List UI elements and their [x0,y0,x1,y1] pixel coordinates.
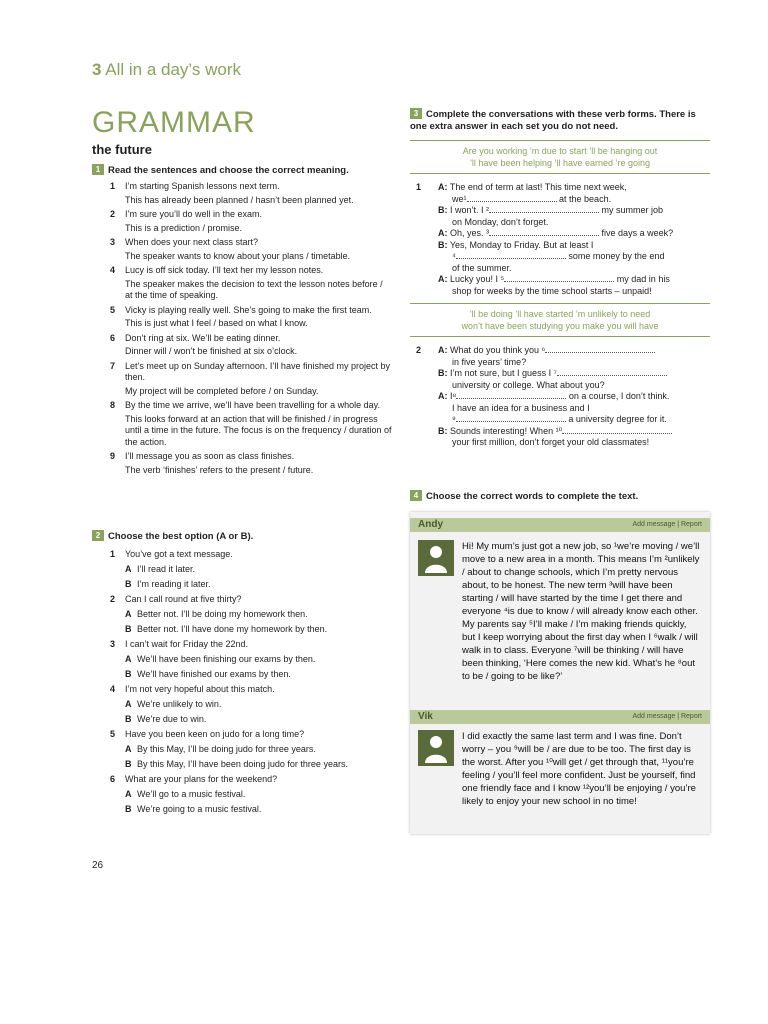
add-message-report-links[interactable]: Add message | Report [632,521,702,528]
exercise-item: 4 Lucy is off sick today. I’ll text her my lesson notes. The speaker makes the decision to text the lesson notes before / at the time of speaking. [110,265,392,302]
post-header-andy [410,518,710,532]
post-body: Hi! My mum’s just got a new job, so ¹we’re moving / we’ll move to a new area in a month. This means I’m ²unlikely / about to change schools, which I’m pretty nervous about, to be honest. The new term ³will have been starting / will have started by the time I get there and everyone ⁴is due to know / will already know each other. My parents say ⁵I’ll make / I’m making friends quickly, but I keep worrying about the first day when I ⁶walk / will walk in to class. Everyone ⁷will be thinking / will have been thinking, ‘Here comes the new kid. What’s he ⁸out to be / going to be like?’ [462,541,700,682]
exercise-4-instruction: 4 Choose the correct words to complete the text. [410,490,710,503]
exercise-1 [92,164,392,479]
user-silhouette-icon [418,540,454,576]
word-box-2: ’ll be doing ’ll have started ’m unlikely to need won’t have been studying you make you will have [461,309,659,331]
exercise-item: 3 I can’t wait for Friday the 22nd. A We’ll have been finishing our exams by then. B We’ll have finished our exams by then. [110,637,392,682]
exercise-item: 9 I’ll message you as soon as class finishes. The verb ‘finishes’ refers to the present / future. [110,451,392,476]
answer-blank[interactable] [489,228,599,236]
exercise-item: 1 You’ve got a text message. A I’ll read it later. B I’m reading it later. [110,547,392,592]
conversation-1: 1 A: The end of term at last! This time next week, we¹ at the beach. B: I won’t. I ² my summer job on Monday, don’t forget. A: Oh, yes. ³ five days a week? B: Yes, Monday to Friday. But at least I ⁴ some money by the end of the summer. A: Lucky you! I ⁵ my dad in his shop for weeks by the time school starts – unpaid! [416,182,674,296]
option-b[interactable]: B Better not. I’ll have done my homework by then. [125,624,328,634]
option-a[interactable]: A We’re unlikely to win. [125,699,222,709]
exercise-item: 2 Can I call round at five thirty? A Better not. I’ll be doing my homework then. B Better not. I’ll have done my homework by then. [110,592,392,637]
answer-blank[interactable] [467,194,557,202]
option-b[interactable]: B By this May, I’ll have been doing judo for three years. [125,759,348,769]
exercise-2-instruction: 2 Choose the best option (A or B). [92,530,392,543]
answer-blank[interactable] [562,426,672,434]
exercise-item: 7 Let’s meet up on Sunday afternoon. I’ll have finished my project by then. My project will be completed before / on Sunday. [110,360,390,396]
answer-blank[interactable] [504,274,614,282]
unit-title: 3 All in a day’s work [92,60,242,79]
exercise-number: 3 [410,108,422,119]
username: Vik [418,711,433,722]
exercise-2 [92,530,392,817]
exercise-3 [410,108,710,449]
exercise-item: 8 By the time we arrive, we’ll have been travelling for a whole day. This looks forward at an action that will be finished / in progress until a time in the future. The focus is on the frequency / duration of the action. [110,400,392,447]
exercise-item: 1 I’m starting Spanish lessons next term. This has already been planned / hasn’t been planned yet. [110,181,392,206]
choice-sentence[interactable]: This is a prediction / promise. [125,222,243,233]
choice-sentence[interactable]: The speaker makes the decision to text the lesson notes before / at the time of speaking. [125,278,383,300]
word-box-1: Are you working ’m due to start ’ll be hanging out ’ll have been helping ’ll have earned ’re going [462,146,658,168]
option-a[interactable]: A We’ll have been finishing our exams by then. [125,654,316,664]
exercise-item: 6 What are your plans for the weekend? A We’ll go to a music festival. B We’re going to a music festival. [110,772,392,817]
choice-sentence[interactable]: The verb ‘finishes’ refers to the present / future. [125,464,314,475]
option-a[interactable]: A I’ll read it later. [125,564,196,574]
option-b[interactable]: B We’re due to win. [125,714,207,724]
exercise-number: 2 [92,530,104,541]
choice-sentence[interactable]: The speaker wants to know about your plans / timetable. [125,250,351,261]
answer-blank[interactable] [489,205,599,213]
choice-sentence[interactable]: This is just what I feel / based on what I know. [125,318,308,328]
answer-blank[interactable] [545,345,655,353]
choice-sentence[interactable]: This looks forward at an action that will be finished / in progress until a time in the future. The focus is on the frequency / duration of the action. [125,413,392,447]
option-b[interactable]: B We’ll have finished our exams by then. [125,669,291,679]
post-header-vik [410,710,710,724]
add-message-report-links[interactable]: Add message | Report [632,713,702,720]
post-body: I did exactly the same last term and I was fine. Don’t worry – you ⁹will be / are due to be too. The first day is the worst. After you ¹⁰will get / get through that, ¹¹you’re feeling / you’ll feel more confident. Just be yourself, find one friendly face and I know ¹²you’ll be enjoying / you’re likely to enjoy your new school in no time! [462,731,696,807]
answer-blank[interactable] [456,414,566,422]
exercise-item: 4 I’m not very hopeful about this match. A We’re unlikely to win. B We’re due to win. [110,682,392,727]
exercise-number: 4 [410,490,422,501]
answer-blank[interactable] [456,251,566,259]
answer-blank[interactable] [557,368,667,376]
exercise-number: 1 [92,164,104,175]
exercise-item: 2 I’m sure you’ll do well in the exam. This is a prediction / promise. [110,209,392,234]
choice-sentence[interactable]: My project will be completed before / on Sunday. [125,385,319,396]
divider [410,173,710,174]
exercise-item: 6 Don’t ring at six. We’ll be eating dinner. Dinner will / won’t be finished at six o’clock. [110,333,392,358]
exercise-1-instruction: 1 Read the sentences and choose the correct meaning. [92,164,392,177]
divider [410,336,710,337]
choice-sentence[interactable]: This has already been planned / hasn’t been planned yet. [125,194,354,205]
conversation-2: 2 A: What do you think you ⁶ in five years’ time? B: I’m not sure, but I guess I ⁷ university or college. What about you? A: I⁸ on a course, I don’t think. I have an idea for a business and I ⁹ a university degree for it. B: Sounds interesting! When ¹⁰ your first million, don’t forget your old classmates! [410,345,710,449]
answer-blank[interactable] [456,391,566,399]
exercise-item: 3 When does your next class start? The speaker wants to know about your plans / timetable. [110,237,392,262]
forum-panel [410,512,710,834]
option-a[interactable]: A Better not. I’ll be doing my homework then. [125,609,308,619]
option-a[interactable]: A By this May, I’ll be doing judo for three years. [125,744,316,754]
option-b[interactable]: B We’re going to a music festival. [125,804,262,814]
page-number: 26 [92,860,104,871]
choice-sentence[interactable]: Dinner will / won’t be finished at six o’clock. [125,346,298,356]
exercise-3-instruction: 3 Complete the conversations with these verb forms. There is one extra answer in each set you do not need. [410,109,696,132]
exercise-item: 5 Have you been keen on judo for a long time? A By this May, I’ll be doing judo for three years. B By this May, I’ll have been doing judo for three years. [110,727,392,772]
avatar [418,540,454,576]
option-b[interactable]: B I’m reading it later. [125,579,211,589]
section-title: GRAMMAR [92,106,256,139]
subheading: the future [92,142,152,157]
user-silhouette-icon [418,730,454,766]
option-a[interactable]: A We’ll go to a music festival. [125,789,246,799]
username: Andy [418,519,443,530]
avatar [418,730,454,766]
exercise-item: 5 Vicky is playing really well. She’s going to make the first team. This is just what I feel / based on what I know. [110,305,392,330]
